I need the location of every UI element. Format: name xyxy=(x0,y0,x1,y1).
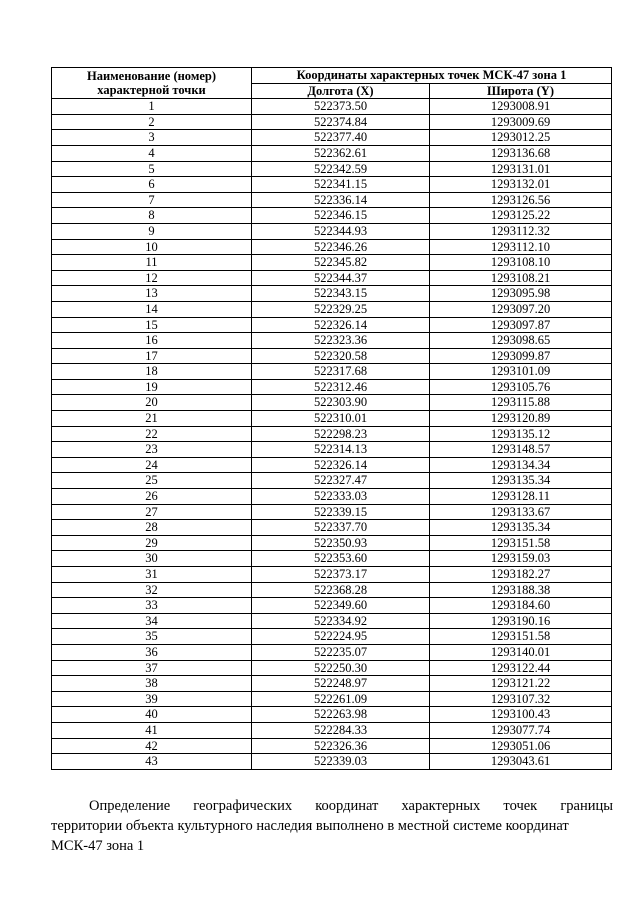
table-row xyxy=(52,364,612,380)
point-number-cell: 34 xyxy=(52,613,252,629)
table-row xyxy=(52,676,612,692)
table-row xyxy=(52,457,612,473)
longitude-cell: 522327.47 xyxy=(252,473,430,489)
longitude-cell: 522333.03 xyxy=(252,489,430,505)
table-row xyxy=(52,582,612,598)
point-number-cell: 7 xyxy=(52,192,252,208)
longitude-cell: 522298.23 xyxy=(252,426,430,442)
header-longitude: Долгота (X) xyxy=(252,83,430,99)
latitude-cell: 1293099.87 xyxy=(430,348,612,364)
longitude-cell: 522224.95 xyxy=(252,629,430,645)
latitude-cell: 1293135.12 xyxy=(430,426,612,442)
longitude-cell: 522344.37 xyxy=(252,270,430,286)
latitude-cell: 1293182.27 xyxy=(430,567,612,583)
point-number-cell: 13 xyxy=(52,286,252,302)
latitude-cell: 1293095.98 xyxy=(430,286,612,302)
latitude-cell: 1293190.16 xyxy=(430,613,612,629)
table-row xyxy=(52,504,612,520)
point-number-cell: 19 xyxy=(52,379,252,395)
point-number-cell: 16 xyxy=(52,333,252,349)
table-row xyxy=(52,208,612,224)
point-number-cell: 33 xyxy=(52,598,252,614)
longitude-cell: 522342.59 xyxy=(252,161,430,177)
longitude-cell: 522362.61 xyxy=(252,145,430,161)
latitude-cell: 1293148.57 xyxy=(430,442,612,458)
latitude-cell: 1293140.01 xyxy=(430,644,612,660)
longitude-cell: 522345.82 xyxy=(252,255,430,271)
table-row xyxy=(52,551,612,567)
latitude-cell: 1293097.87 xyxy=(430,317,612,333)
longitude-cell: 522312.46 xyxy=(252,379,430,395)
longitude-cell: 522346.15 xyxy=(252,208,430,224)
table-row xyxy=(52,660,612,676)
point-number-cell: 30 xyxy=(52,551,252,567)
longitude-cell: 522373.50 xyxy=(252,99,430,115)
point-number-cell: 6 xyxy=(52,177,252,193)
point-number-cell: 42 xyxy=(52,738,252,754)
longitude-cell: 522248.97 xyxy=(252,676,430,692)
latitude-cell: 1293134.34 xyxy=(430,457,612,473)
point-number-cell: 3 xyxy=(52,130,252,146)
point-number-cell: 38 xyxy=(52,676,252,692)
point-number-cell: 12 xyxy=(52,270,252,286)
latitude-cell: 1293132.01 xyxy=(430,177,612,193)
point-number-cell: 40 xyxy=(52,707,252,723)
table-row xyxy=(52,426,612,442)
table-row xyxy=(52,442,612,458)
table-row xyxy=(52,317,612,333)
table-row xyxy=(52,613,612,629)
table-row xyxy=(52,629,612,645)
latitude-cell: 1293151.58 xyxy=(430,535,612,551)
coordinates-table xyxy=(51,67,612,770)
longitude-cell: 522373.17 xyxy=(252,567,430,583)
longitude-cell: 522326.14 xyxy=(252,317,430,333)
table-row xyxy=(52,286,612,302)
latitude-cell: 1293108.10 xyxy=(430,255,612,271)
latitude-cell: 1293107.32 xyxy=(430,691,612,707)
longitude-cell: 522303.90 xyxy=(252,395,430,411)
table-row xyxy=(52,489,612,505)
table-row xyxy=(52,333,612,349)
latitude-cell: 1293128.11 xyxy=(430,489,612,505)
latitude-cell: 1293188.38 xyxy=(430,582,612,598)
point-number-cell: 36 xyxy=(52,644,252,660)
longitude-cell: 522326.36 xyxy=(252,738,430,754)
latitude-cell: 1293043.61 xyxy=(430,754,612,770)
table-row xyxy=(52,130,612,146)
point-number-cell: 27 xyxy=(52,504,252,520)
point-number-cell: 5 xyxy=(52,161,252,177)
longitude-cell: 522336.14 xyxy=(252,192,430,208)
point-number-cell: 2 xyxy=(52,114,252,130)
latitude-cell: 1293135.34 xyxy=(430,520,612,536)
point-number-cell: 28 xyxy=(52,520,252,536)
latitude-cell: 1293131.01 xyxy=(430,161,612,177)
latitude-cell: 1293125.22 xyxy=(430,208,612,224)
table-row xyxy=(52,161,612,177)
table-row xyxy=(52,223,612,239)
latitude-cell: 1293012.25 xyxy=(430,130,612,146)
table-row xyxy=(52,379,612,395)
latitude-cell: 1293100.43 xyxy=(430,707,612,723)
point-number-cell: 35 xyxy=(52,629,252,645)
point-number-cell: 41 xyxy=(52,722,252,738)
longitude-cell: 522250.30 xyxy=(252,660,430,676)
latitude-cell: 1293101.09 xyxy=(430,364,612,380)
latitude-cell: 1293184.60 xyxy=(430,598,612,614)
point-number-cell: 9 xyxy=(52,223,252,239)
latitude-cell: 1293136.68 xyxy=(430,145,612,161)
latitude-cell: 1293077.74 xyxy=(430,722,612,738)
point-number-cell: 37 xyxy=(52,660,252,676)
table-row xyxy=(52,535,612,551)
point-number-cell: 8 xyxy=(52,208,252,224)
longitude-cell: 522368.28 xyxy=(252,582,430,598)
point-number-cell: 10 xyxy=(52,239,252,255)
latitude-cell: 1293098.65 xyxy=(430,333,612,349)
longitude-cell: 522317.68 xyxy=(252,364,430,380)
longitude-cell: 522350.93 xyxy=(252,535,430,551)
point-number-cell: 17 xyxy=(52,348,252,364)
point-number-cell: 43 xyxy=(52,754,252,770)
table-row xyxy=(52,520,612,536)
point-number-cell: 22 xyxy=(52,426,252,442)
longitude-cell: 522329.25 xyxy=(252,301,430,317)
table-row xyxy=(52,270,612,286)
table-row xyxy=(52,114,612,130)
latitude-cell: 1293115.88 xyxy=(430,395,612,411)
point-number-cell: 32 xyxy=(52,582,252,598)
longitude-cell: 522343.15 xyxy=(252,286,430,302)
footnote-line-2: территории объекта культурного наследия выполнено в местной системе координат xyxy=(51,818,569,834)
table-row xyxy=(52,738,612,754)
latitude-cell: 1293126.56 xyxy=(430,192,612,208)
table-row xyxy=(52,707,612,723)
point-number-cell: 1 xyxy=(52,99,252,115)
longitude-cell: 522346.26 xyxy=(252,239,430,255)
longitude-cell: 522334.92 xyxy=(252,613,430,629)
point-number-cell: 31 xyxy=(52,567,252,583)
table-row xyxy=(52,301,612,317)
latitude-cell: 1293120.89 xyxy=(430,411,612,427)
longitude-cell: 522374.84 xyxy=(252,114,430,130)
table-row xyxy=(52,192,612,208)
longitude-cell: 522353.60 xyxy=(252,551,430,567)
header-latitude: Широта (Y) xyxy=(430,83,612,99)
latitude-cell: 1293008.91 xyxy=(430,99,612,115)
table-row xyxy=(52,598,612,614)
table-row xyxy=(52,691,612,707)
latitude-cell: 1293151.58 xyxy=(430,629,612,645)
longitude-cell: 522310.01 xyxy=(252,411,430,427)
point-number-cell: 18 xyxy=(52,364,252,380)
longitude-cell: 522349.60 xyxy=(252,598,430,614)
point-number-cell: 25 xyxy=(52,473,252,489)
longitude-cell: 522337.70 xyxy=(252,520,430,536)
table-row xyxy=(52,411,612,427)
footnote-line-3: МСК-47 зона 1 xyxy=(51,838,145,854)
longitude-cell: 522261.09 xyxy=(252,691,430,707)
latitude-cell: 1293112.32 xyxy=(430,223,612,239)
table-body xyxy=(52,99,612,770)
latitude-cell: 1293097.20 xyxy=(430,301,612,317)
latitude-cell: 1293105.76 xyxy=(430,379,612,395)
longitude-cell: 522235.07 xyxy=(252,644,430,660)
table-row xyxy=(52,395,612,411)
longitude-cell: 522326.14 xyxy=(252,457,430,473)
latitude-cell: 1293051.06 xyxy=(430,738,612,754)
footnote-paragraph xyxy=(51,796,613,856)
table-row xyxy=(52,145,612,161)
latitude-cell: 1293135.34 xyxy=(430,473,612,489)
longitude-cell: 522284.33 xyxy=(252,722,430,738)
point-number-cell: 29 xyxy=(52,535,252,551)
table-row xyxy=(52,722,612,738)
point-number-cell: 15 xyxy=(52,317,252,333)
header-point-name: Наименование (номер) характерной точки xyxy=(52,68,252,99)
table-row xyxy=(52,567,612,583)
table-row xyxy=(52,177,612,193)
point-number-cell: 4 xyxy=(52,145,252,161)
latitude-cell: 1293108.21 xyxy=(430,270,612,286)
latitude-cell: 1293159.03 xyxy=(430,551,612,567)
point-number-cell: 11 xyxy=(52,255,252,271)
longitude-cell: 522320.58 xyxy=(252,348,430,364)
table-row xyxy=(52,239,612,255)
table-row xyxy=(52,473,612,489)
latitude-cell: 1293122.44 xyxy=(430,660,612,676)
point-number-cell: 39 xyxy=(52,691,252,707)
longitude-cell: 522339.03 xyxy=(252,754,430,770)
point-number-cell: 23 xyxy=(52,442,252,458)
table-row xyxy=(52,644,612,660)
table-row xyxy=(52,348,612,364)
table-row xyxy=(52,99,612,115)
longitude-cell: 522344.93 xyxy=(252,223,430,239)
point-number-cell: 20 xyxy=(52,395,252,411)
point-number-cell: 26 xyxy=(52,489,252,505)
longitude-cell: 522263.98 xyxy=(252,707,430,723)
latitude-cell: 1293009.69 xyxy=(430,114,612,130)
latitude-cell: 1293121.22 xyxy=(430,676,612,692)
header-coordinates-group: Координаты характерных точек МСК-47 зона 1 xyxy=(252,68,612,84)
footnote-line-1: Определение географических координат характерных точек границы xyxy=(89,798,613,814)
longitude-cell: 522377.40 xyxy=(252,130,430,146)
longitude-cell: 522341.15 xyxy=(252,177,430,193)
table-row xyxy=(52,754,612,770)
point-number-cell: 24 xyxy=(52,457,252,473)
longitude-cell: 522339.15 xyxy=(252,504,430,520)
point-number-cell: 14 xyxy=(52,301,252,317)
longitude-cell: 522323.36 xyxy=(252,333,430,349)
table-row xyxy=(52,255,612,271)
longitude-cell: 522314.13 xyxy=(252,442,430,458)
point-number-cell: 21 xyxy=(52,411,252,427)
latitude-cell: 1293112.10 xyxy=(430,239,612,255)
latitude-cell: 1293133.67 xyxy=(430,504,612,520)
